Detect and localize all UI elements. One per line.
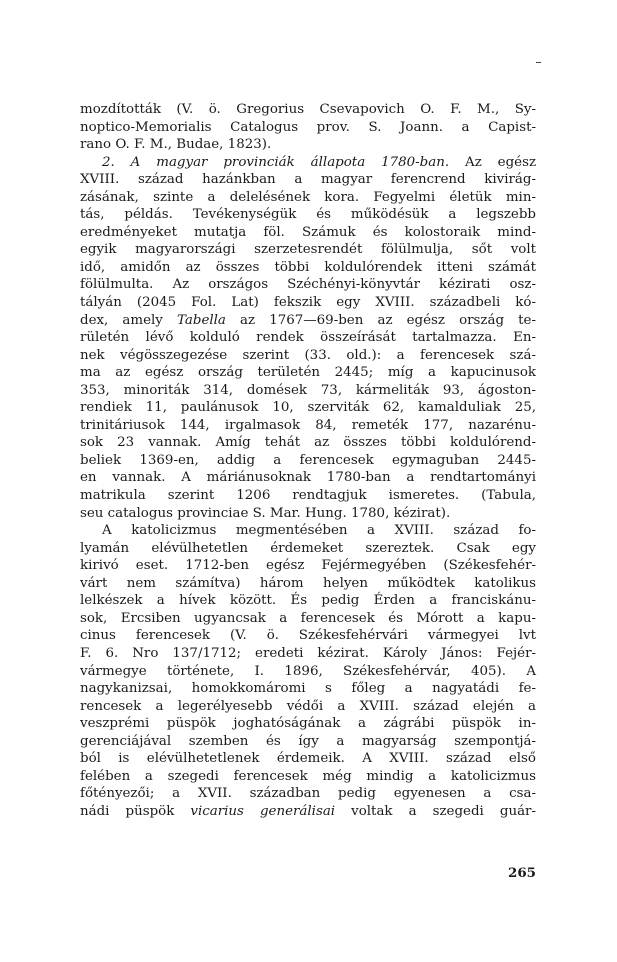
text-line [80,136,536,154]
text-line [80,119,536,137]
text-line [80,733,536,751]
text-run: vármegye története, I. 1896, Székesfehérvár, 405). A [80,663,536,679]
text-run: az 1767—69-ben az egész ország te- [225,312,536,328]
text-line [80,680,536,698]
text-run: kirivó eset. 1712-ben egész Fejérmegyében (Székesfehér- [80,558,536,574]
text-line [80,434,536,452]
text-line [80,241,536,259]
text-run: nagykanizsai, homokkomáromi s főleg a nagyatádi fe- [80,681,536,697]
text-run: sok, Ercsiben ugyancsak a ferencesek és Mórott a kapu- [80,610,536,626]
text-line [80,364,536,382]
text-run: A katolicizmus megmentésében a XVIII. század fo- [102,523,536,539]
text-run: voltak a szegedi guár- [335,803,536,819]
text-run: tás, példás. Tevékenységük és működésük a legszebb [80,207,536,223]
text-run: rencesek a legerélyesebb védői a XVIII. század elején a [80,698,536,714]
text-line [80,803,536,821]
text-run: en vannak. A máriánusoknak 1780-ban a rendtartományi [80,470,536,486]
text-run: 353, minoriták 314, domések 73, kármeliták 93, ágoston- [80,382,536,398]
text-run: fölülmulta. Az országos Széchényi-könyvtár kézirati osz- [80,277,536,293]
text-line [80,610,536,628]
text-line [80,592,536,610]
text-run: ból is elévülhetetlenek érdemeik. A XVIII. század első [80,751,536,767]
text-run: XVIII. század hazánkban a magyar ferencrend kivirág- [80,172,536,188]
text-run: beliek 1369-en, addig a ferencesek egymaguban 2445- [80,452,536,468]
text-line [80,785,536,803]
text-run: mozdították (V. ö. Gregorius Csevapovich O. F. M., Sy- [80,102,536,117]
text-line [80,522,536,540]
text-line [80,487,536,505]
text-run: noptico-Memorialis Catalogus prov. S. Joann. a Capist- [80,119,536,135]
italic-text: Tabella [177,312,226,328]
text-run: Az egész [449,154,537,170]
text-run: F. 6. Nro 137/1712; eredeti kézirat. Károly János: Fejér- [80,645,536,661]
text-run: nek végösszegezése szerint (33. old.): a ferencesek szá- [80,347,536,363]
text-run: cinus ferencesek (V. ö. Székesfehérvári vármegyei lvt [80,628,536,644]
text-line [80,575,536,593]
text-run: gerenciájával szemben és így a magyarság szempontjá- [80,733,536,749]
text-run: rületén lévő kolduló rendek összeírását tartalmazza. En- [80,330,536,346]
text-run: főtényezői; a XVII. században pedig egyenesen a csa- [80,786,536,802]
text-run: rendiek 11, paulánusok 10, szerviták 62, kamalduliak 25, [80,400,536,416]
text-line [80,645,536,663]
text-line [80,452,536,470]
text-run: seu catalogus provinciae S. Mar. Hung. 1780, kézirat). [80,505,451,521]
text-line [80,276,536,294]
text-line [80,294,536,312]
text-line [80,224,536,242]
text-run: dex, amely [80,312,177,328]
text-line [80,259,536,277]
text-run: trinitáriusok 144, irgalmasok 84, remeték 177, nazarénu- [80,417,536,433]
text-line [80,540,536,558]
text-line [80,312,536,330]
text-run: rano O. F. M., Budae, 1823). [80,137,272,153]
italic-text: vicarius generálisai [190,803,336,819]
text-run: lyamán elévülhetetlen érdemeket szereztek. Csak egy [80,540,536,556]
text-line [80,505,536,523]
text-line [80,698,536,716]
text-run: lelkészek a hívek között. És pedig Érden a franciskánu- [80,593,536,609]
text-run: várt nem számítva) három helyen működtek katolikus [80,575,536,591]
text-line [80,347,536,365]
text-line [80,627,536,645]
text-run: idő, amidőn az összes többi koldulórendek itteni számát [80,259,536,275]
text-line [80,417,536,435]
text-line [80,206,536,224]
text-run: matrikula szerint 1206 rendtagjuk ismeretes. (Tabula, [80,488,536,504]
text-line [80,557,536,575]
text-line [80,171,536,189]
text-run: egyik magyarországi szerzetesrendét fölülmulja, sőt volt [80,242,536,258]
text-run: tályán (2045 Fol. Lat) fekszik egy XVIII. századbeli kó- [80,295,536,311]
text-run: sok 23 vannak. Amíg tehát az összes többi koldulórend- [80,435,536,451]
body-text [80,101,536,820]
text-line [80,469,536,487]
text-run: eredményeket mutatja föl. Számuk és kolostoraik mind- [80,224,536,240]
margin-mark [536,62,541,63]
text-line [80,768,536,786]
text-line [80,154,536,172]
text-run: zásának, szinte a delelésének kora. Fegyelmi életük min- [80,189,536,205]
text-run: ma az egész ország területén 2445; míg a kapucinusok [80,365,536,381]
text-line [80,750,536,768]
text-line [80,329,536,347]
text-line [80,189,536,207]
italic-text: 2. A magyar provinciák állapota 1780-ban. [102,154,450,170]
text-line [80,101,536,119]
text-line [80,382,536,400]
text-line [80,399,536,417]
text-run: felében a szegedi ferencesek még mindig a katolicizmus [80,768,536,784]
text-run: nádi püspök [80,803,191,819]
text-run: veszprémi püspök joghatóságának a zágrábi püspök in- [80,716,536,732]
text-line [80,663,536,681]
page-number: 265 [508,865,536,881]
text-line [80,715,536,733]
